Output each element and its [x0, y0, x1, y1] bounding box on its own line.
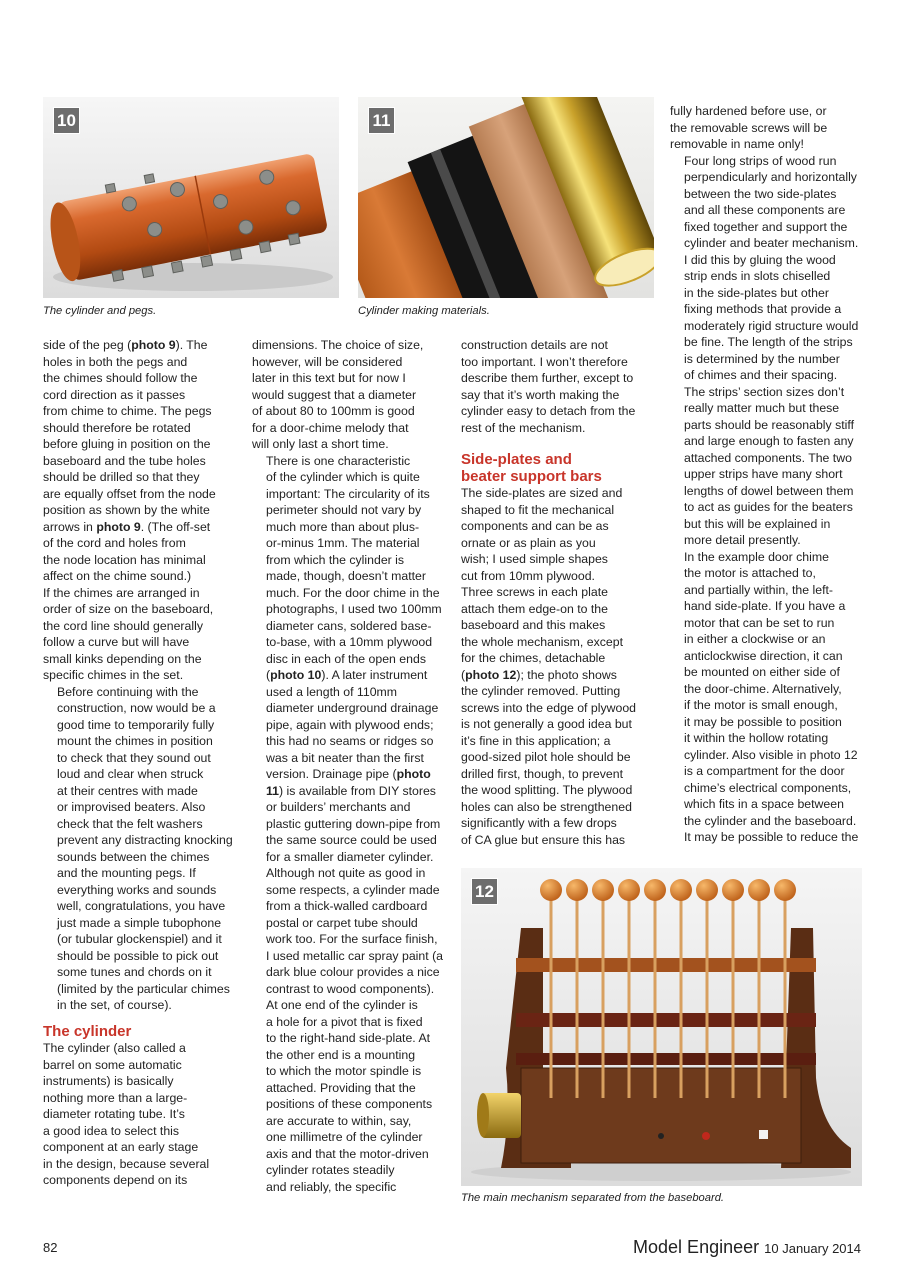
- text-line: which fits in a space between: [684, 797, 844, 811]
- text-line: In the example door chime: [684, 549, 829, 564]
- text-line: from a thick-walled cardboard: [266, 899, 428, 913]
- text-line: good-sized pilot hole should be: [461, 750, 631, 764]
- text-line: made, though, doesn’t matter: [266, 569, 426, 583]
- col4-paragraph-3: [670, 549, 870, 846]
- text-line: cylinder easy to detach from the: [461, 404, 636, 418]
- text-line: cylinder and beater mechanism.: [684, 236, 859, 250]
- text-line: diameter underground drainage: [266, 701, 439, 715]
- text-line: components depend on its: [43, 1173, 188, 1187]
- text-line: holes in both the pegs and: [43, 354, 188, 369]
- text-line: parts should be reasonably stiff: [684, 417, 854, 432]
- col1-paragraph-3: [43, 1040, 243, 1189]
- text-line: of the cylinder which is quite: [266, 470, 420, 484]
- text-line: or builders’ merchants and: [266, 800, 411, 814]
- text-line: are equally offset from the node: [43, 486, 216, 501]
- text-line: some tunes and chords on it: [57, 965, 212, 979]
- text-line: the node location has minimal: [43, 552, 206, 567]
- text-line: ). The: [175, 338, 208, 352]
- text-line: if the motor is small enough,: [684, 698, 838, 712]
- text-line: follow a curve but will have: [43, 635, 190, 649]
- text-line: the removable screws will be: [670, 120, 828, 135]
- text-line: between the two side-plates: [684, 186, 837, 201]
- text-line: in either a clockwise or an: [684, 632, 826, 646]
- text-line: later in this text but for now I: [252, 371, 406, 385]
- text-line: will only last a short time.: [252, 437, 389, 451]
- section-heading-side-plates: [461, 452, 661, 485]
- issue-date: 10 January 2014: [764, 1241, 861, 1256]
- text-line: however, will be considered: [252, 354, 403, 369]
- col2-paragraph-1: [252, 337, 452, 453]
- text-line: perimeter should not vary by: [266, 503, 422, 517]
- text-line: should be drilled so that they: [43, 470, 200, 484]
- text-line: plastic guttering down-pipe from: [266, 816, 441, 831]
- text-line: ). A later instrument: [321, 668, 428, 682]
- text-line: it may be possible to position: [684, 714, 842, 729]
- text-line: photographs, I used two 100mm: [266, 602, 442, 616]
- text-line: mount the chimes in position: [57, 734, 213, 748]
- page-number: 82: [43, 1240, 58, 1255]
- text-line: There is one characteristic: [266, 453, 411, 468]
- text-line: of chimes and their spacing.: [684, 368, 838, 382]
- text-line: used a length of 110mm: [266, 684, 398, 699]
- text-line: and the mounting pegs. If: [57, 866, 196, 880]
- text-line: anticlockwise direction, it can: [684, 648, 843, 663]
- section-heading-cylinder: The cylinder: [43, 1022, 132, 1040]
- col4-paragraph-1: [670, 103, 870, 153]
- text-line: holes can also be strengthened: [461, 799, 632, 814]
- photo-10-caption: The cylinder and pegs.: [43, 305, 157, 317]
- text-line: (limited by the particular chimes: [57, 981, 230, 996]
- text-line: and reliably, the specific: [266, 1179, 397, 1194]
- text-line: ornate or as plain as you: [461, 535, 596, 550]
- photo-number-12: 12: [471, 878, 498, 905]
- text-line: is determined by the number: [684, 351, 840, 366]
- text-line: is not generally a good idea but: [461, 717, 632, 731]
- text-line: the other end is a mounting: [266, 1047, 416, 1062]
- photo-11: [358, 97, 654, 298]
- column-4: [670, 103, 870, 846]
- text-line: The side-plates are sized and: [461, 486, 623, 500]
- text-line: and partially within, the left-: [684, 582, 834, 597]
- text-line: motor that can be set to run: [684, 615, 835, 630]
- text-line: should be possible to pick out: [57, 948, 219, 963]
- photo-ref: 11: [266, 783, 279, 798]
- text-line: the wood splitting. The plywood: [461, 783, 633, 797]
- text-line: upper strips have many short: [684, 467, 843, 481]
- text-line: more detail presently.: [684, 533, 801, 547]
- text-line: cylinder. Also visible in photo 12: [684, 747, 858, 762]
- text-line: ); the photo shows: [516, 667, 617, 682]
- col4-paragraph-2: [670, 153, 870, 549]
- column-1: [43, 337, 243, 1189]
- photo-11-caption: Cylinder making materials.: [358, 305, 490, 317]
- photo-ref: photo 9: [131, 338, 176, 352]
- text-line: I did this by gluing the wood: [684, 252, 836, 267]
- magazine-footer: [633, 1237, 861, 1258]
- text-line: good time to temporarily fully: [57, 717, 215, 732]
- text-line: baseboard and the tube holes: [43, 453, 206, 468]
- magazine-title: Model Engineer: [633, 1237, 760, 1257]
- text-line: of CA glue but ensure this has: [461, 832, 626, 847]
- text-line: the door-chime. Alternatively,: [684, 681, 842, 696]
- text-line: in the side-plates but other: [684, 285, 829, 300]
- text-line: diameter cans, soldered base-: [266, 618, 432, 633]
- text-line: screws into the edge of plywood: [461, 700, 636, 715]
- col2-paragraph-3: [252, 997, 452, 1195]
- text-line: prevent any distracting knocking: [57, 833, 233, 847]
- text-line: construction, now would be a: [57, 701, 216, 715]
- text-line: order of size on the baseboard,: [43, 602, 214, 616]
- text-line: attached. Providing that the: [266, 1080, 416, 1095]
- text-line: Before continuing with the: [57, 684, 199, 699]
- text-line: lengths of dowel between them: [684, 483, 854, 498]
- cylinder-pegs-image: [43, 97, 339, 298]
- text-line: to act as guides for the beaters: [684, 500, 853, 514]
- text-line: before gluing in position on the: [43, 437, 211, 451]
- text-line: baseboard and this makes: [461, 618, 606, 632]
- text-line: drilled first, though, to prevent: [461, 766, 623, 781]
- text-line: to check that they sound out: [57, 750, 211, 765]
- text-line: (: [461, 667, 466, 682]
- text-line: component at an early stage: [43, 1140, 199, 1154]
- text-line: much. For the door chime in the: [266, 585, 440, 600]
- text-line: hand side-plate. If you have a: [684, 599, 846, 613]
- text-line: everything works and sounds: [57, 882, 217, 897]
- text-line: and all these components are: [684, 203, 846, 217]
- col2-paragraph-2: [252, 453, 452, 998]
- heading-line: Side-plates and: [461, 451, 572, 468]
- text-line: it’s fine in this application; a: [461, 733, 611, 748]
- text-line: rest of the mechanism.: [461, 420, 586, 435]
- text-line: fixed together and support the: [684, 219, 848, 234]
- col1-paragraph-2: [43, 684, 243, 1014]
- text-line: are accurate to within, say,: [266, 1113, 412, 1128]
- text-line: moderately rigid structure would: [684, 318, 859, 333]
- text-line: of about 80 to 100mm is good: [252, 404, 415, 418]
- text-line: disc in each of the open ends: [266, 651, 426, 666]
- text-line: significantly with a few drops: [461, 816, 617, 830]
- text-line: instruments) is basically: [43, 1074, 174, 1088]
- text-line: construction details are not: [461, 338, 608, 352]
- text-line: be fine. The length of the strips: [684, 335, 853, 349]
- text-line: for a smaller diameter cylinder.: [266, 849, 434, 864]
- text-line: work too. For the surface finish,: [266, 932, 438, 946]
- text-line: cylinder rotates steadily: [266, 1163, 395, 1177]
- text-line: or-minus 1mm. The material: [266, 536, 420, 550]
- col3-paragraph-2: [461, 485, 661, 848]
- text-line: to which the motor spindle is: [266, 1064, 422, 1078]
- text-line: in the design, because several: [43, 1156, 210, 1171]
- text-line: Four long strips of wood run: [684, 153, 837, 168]
- text-line: shaped to fit the mechanical: [461, 502, 615, 517]
- text-line: cut from 10mm plywood.: [461, 568, 595, 583]
- photo-10: [43, 97, 339, 298]
- text-line: and large enough to fasten any: [684, 434, 854, 448]
- text-line: much more than about plus-: [266, 519, 420, 534]
- column-3: [461, 337, 661, 848]
- text-line: fully hardened before use, or: [670, 104, 827, 118]
- text-line: one millimetre of the cylinder: [266, 1130, 423, 1144]
- text-line: was a bit neater than the first: [266, 750, 424, 765]
- text-line: the same source could be used: [266, 833, 437, 847]
- text-line: chime’s electrical components,: [684, 780, 852, 795]
- text-line: attached components. The two: [684, 450, 852, 465]
- text-line: the whole mechanism, except: [461, 634, 623, 649]
- text-line: positions of these components: [266, 1097, 433, 1111]
- text-line: ) is available from DIY stores: [279, 783, 436, 798]
- text-line: fixing methods that provide a: [684, 302, 842, 316]
- text-line: is a compartment for the door: [684, 764, 845, 778]
- text-line: a hole for a pivot that is fixed: [266, 1014, 423, 1029]
- text-line: really matter much but these: [684, 401, 840, 415]
- text-line: for a door-chime melody that: [252, 420, 409, 435]
- text-line: It may be possible to reduce the: [684, 830, 859, 844]
- text-line: nothing more than a large-: [43, 1090, 188, 1105]
- text-line: too important. I won’t therefore: [461, 354, 628, 369]
- text-line: (: [266, 668, 271, 682]
- col1-paragraph-1: [43, 337, 243, 684]
- text-line: arrows in: [43, 519, 97, 534]
- photo-ref: photo 9: [96, 519, 141, 534]
- text-line: dimensions. The choice of size,: [252, 338, 424, 352]
- text-line: would suggest that a diameter: [252, 387, 417, 402]
- text-line: at their centres with made: [57, 783, 198, 798]
- text-line: side of the peg (: [43, 338, 132, 352]
- text-line: it within the hollow rotating: [684, 731, 829, 745]
- text-line: from which the cylinder is: [266, 552, 405, 567]
- text-line: contrast to wood components).: [266, 981, 435, 996]
- text-line: for the chimes, detachable: [461, 651, 606, 665]
- main-mechanism-image: [461, 868, 862, 1186]
- photo-ref: photo 10: [270, 668, 322, 682]
- text-line: If the chimes are arranged in: [43, 585, 200, 600]
- text-line: the cord line should generally: [43, 618, 203, 633]
- text-line: (or tubular glockenspiel) and it: [57, 932, 222, 946]
- text-line: to the right-hand side-plate. At: [266, 1031, 431, 1045]
- column-2: [252, 337, 452, 1195]
- text-line: Three screws in each plate: [461, 585, 608, 599]
- text-line: check that the felt washers: [57, 816, 203, 831]
- text-line: specific chimes in the set.: [43, 668, 184, 682]
- text-line: from chime to chime. The pegs: [43, 404, 212, 418]
- text-line: say that it’s worth making the: [461, 387, 620, 402]
- text-line: some respects, a cylinder made: [266, 882, 440, 897]
- text-line: pipe, again with plywood ends;: [266, 717, 434, 732]
- text-line: diameter rotating tube. It’s: [43, 1107, 185, 1121]
- text-line: or improvised beaters. Also: [57, 800, 206, 814]
- photo-12: [461, 868, 862, 1186]
- text-line: the cylinder removed. Putting: [461, 684, 621, 698]
- text-line: . (The off-set: [140, 519, 211, 534]
- text-line: At one end of the cylinder is: [266, 998, 418, 1012]
- col3-paragraph-1: [461, 337, 661, 436]
- text-line: perpendicularly and horizontally: [684, 170, 857, 184]
- text-line: the motor is attached to,: [684, 566, 816, 580]
- text-line: postal or carpet tube should: [266, 915, 418, 930]
- photo-12-caption: The main mechanism separated from the baseboard.: [461, 1192, 725, 1204]
- text-line: important: The circularity of its: [266, 486, 430, 501]
- text-line: The cylinder (also called a: [43, 1041, 186, 1055]
- text-line: removable in name only!: [670, 137, 804, 151]
- text-line: but this will be explained in: [684, 516, 831, 531]
- text-line: a good idea to select this: [43, 1123, 180, 1138]
- text-line: this had no seams or ridges so: [266, 734, 434, 748]
- text-line: axis and that the motor-driven: [266, 1146, 429, 1161]
- text-line: the chimes should follow the: [43, 371, 198, 385]
- text-line: of the cord and holes from: [43, 536, 186, 550]
- text-line: strip ends in slots chiselled: [684, 269, 831, 283]
- text-line: loud and clear when struck: [57, 767, 204, 781]
- text-line: Although not quite as good in: [266, 866, 426, 880]
- text-line: attach them edge-on to the: [461, 601, 608, 616]
- text-line: version. Drainage pipe (: [266, 767, 397, 781]
- text-line: cord direction as it passes: [43, 387, 186, 402]
- text-line: should therefore be rotated: [43, 420, 191, 435]
- text-line: the cylinder and the baseboard.: [684, 813, 857, 828]
- text-line: I used metallic car spray paint (a: [266, 948, 444, 963]
- text-line: just made a simple tubophone: [57, 915, 222, 930]
- photo-number-10: 10: [53, 107, 80, 134]
- text-line: components and can be as: [461, 519, 609, 533]
- text-line: dark blue colour provides a nice: [266, 965, 440, 979]
- heading-line: beater support bars: [461, 467, 602, 485]
- text-line: describe them further, except to: [461, 371, 634, 385]
- photo-ref: photo: [396, 767, 431, 781]
- text-line: affect on the chime sound.): [43, 569, 192, 583]
- text-line: barrel on some automatic: [43, 1057, 182, 1072]
- text-line: wish; I used simple shapes: [461, 552, 608, 566]
- text-line: be mounted on either side of: [684, 665, 840, 679]
- text-line: The strips’ section sizes don’t: [684, 384, 845, 399]
- photo-number-11: 11: [368, 107, 395, 134]
- text-line: small kinks depending on the: [43, 651, 202, 666]
- text-line: to-base, with a 10mm plywood: [266, 635, 433, 649]
- cylinder-materials-image: [358, 97, 654, 298]
- text-line: sounds between the chimes: [57, 849, 210, 864]
- text-line: in the set, of course).: [57, 998, 172, 1012]
- photo-ref: photo 12: [465, 667, 517, 682]
- text-line: well, congratulations, you have: [57, 899, 226, 913]
- text-line: position as shown by the white: [43, 503, 210, 517]
